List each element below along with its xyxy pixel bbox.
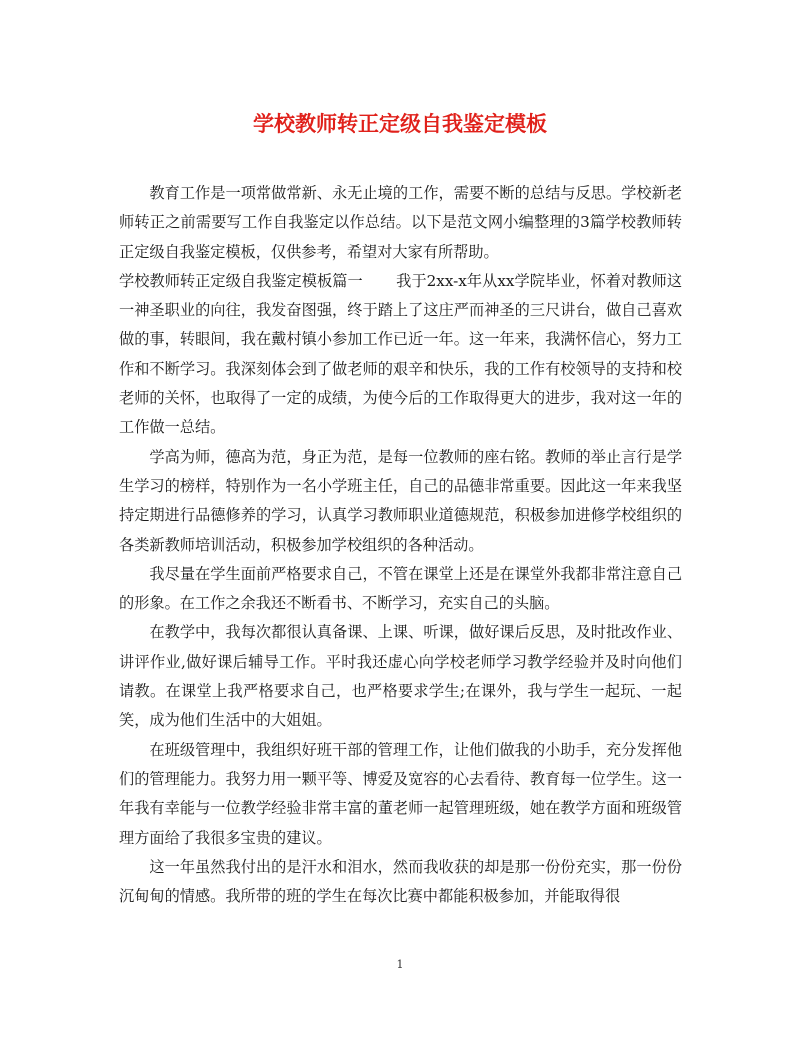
body-paragraph: 这一年虽然我付出的是汗水和泪水，然而我收获的却是那一份份充实，那一份份沉甸甸的情感。我所带的班的学生在每次比赛中都能积极参加，并能取得很	[119, 857, 682, 906]
intro-paragraph: 教育工作是一项常做常新、永无止境的工作，需要不断的总结与反思。学校新老师转正之前需要写工作自我鉴定以作总结。以下是范文网小编整理的3篇学校教师转正定级自我鉴定模板，仅供参考，希望对大家有所帮助。	[119, 184, 682, 261]
section-first-paragraph	[119, 267, 682, 443]
section-first-text: 我于2xx-x年从xx学院毕业，怀着对教师这一神圣职业的向往，我发奋图强，终于踏上了这庄严而神圣的三尺讲台，做自己喜欢做的事，转眼间，我在戴村镇小参加工作已近一年。这一年来，我满怀信心，努力工作和不断学习。我深刻体会到了做老师的艰辛和快乐，我的工作有校领导的支持和校老师的关怀，也取得了一定的成绩，为使今后的工作取得更大的进步，我对这一年的工作做一总结。	[119, 271, 683, 437]
page-number: 1	[396, 958, 404, 971]
document-body	[119, 179, 682, 911]
document-title: 学校教师转正定级自我鉴定模板	[253, 111, 547, 136]
body-paragraph: 在班级管理中，我组织好班干部的管理工作，让他们做我的小助手，充分发挥他们的管理能力。我努力用一颗平等、博爱及宽容的心去看待、教育每一位学生。这一年我有幸能与一位教学经验非常丰富的董老师一起管理班级，她在教学方面和班级管理方面给了我很多宝贵的建议。	[119, 740, 682, 847]
body-paragraph: 学高为师，德高为范，身正为范，是每一位教师的座右铭。教师的举止言行是学生学习的榜样，特别作为一名小学班主任，自己的品德非常重要。因此这一年来我坚持定期进行品德修养的学习，认真学习教师职业道德规范，积极参加进修学校组织的各类新教师培训活动，积极参加学校组织的各种活动。	[119, 447, 682, 554]
section-label: 学校教师转正定级自我鉴定模板篇一	[119, 271, 363, 290]
body-paragraph: 我尽量在学生面前严格要求自己，不管在课堂上还是在课堂外我都非常注意自己的形象。在工作之余我还不断看书、不断学习，充实自己的头脑。	[119, 564, 682, 613]
body-paragraph: 在教学中，我每次都很认真备课、上课、听课，做好课后反思，及时批改作业、讲评作业,做好课后辅导工作。平时我还虚心向学校老师学习教学经验并及时向他们请教。在课堂上我严格要求自己，也严格要求学生;在课外，我与学生一起玩、一起笑，成为他们生活中的大姐姐。	[119, 623, 682, 730]
